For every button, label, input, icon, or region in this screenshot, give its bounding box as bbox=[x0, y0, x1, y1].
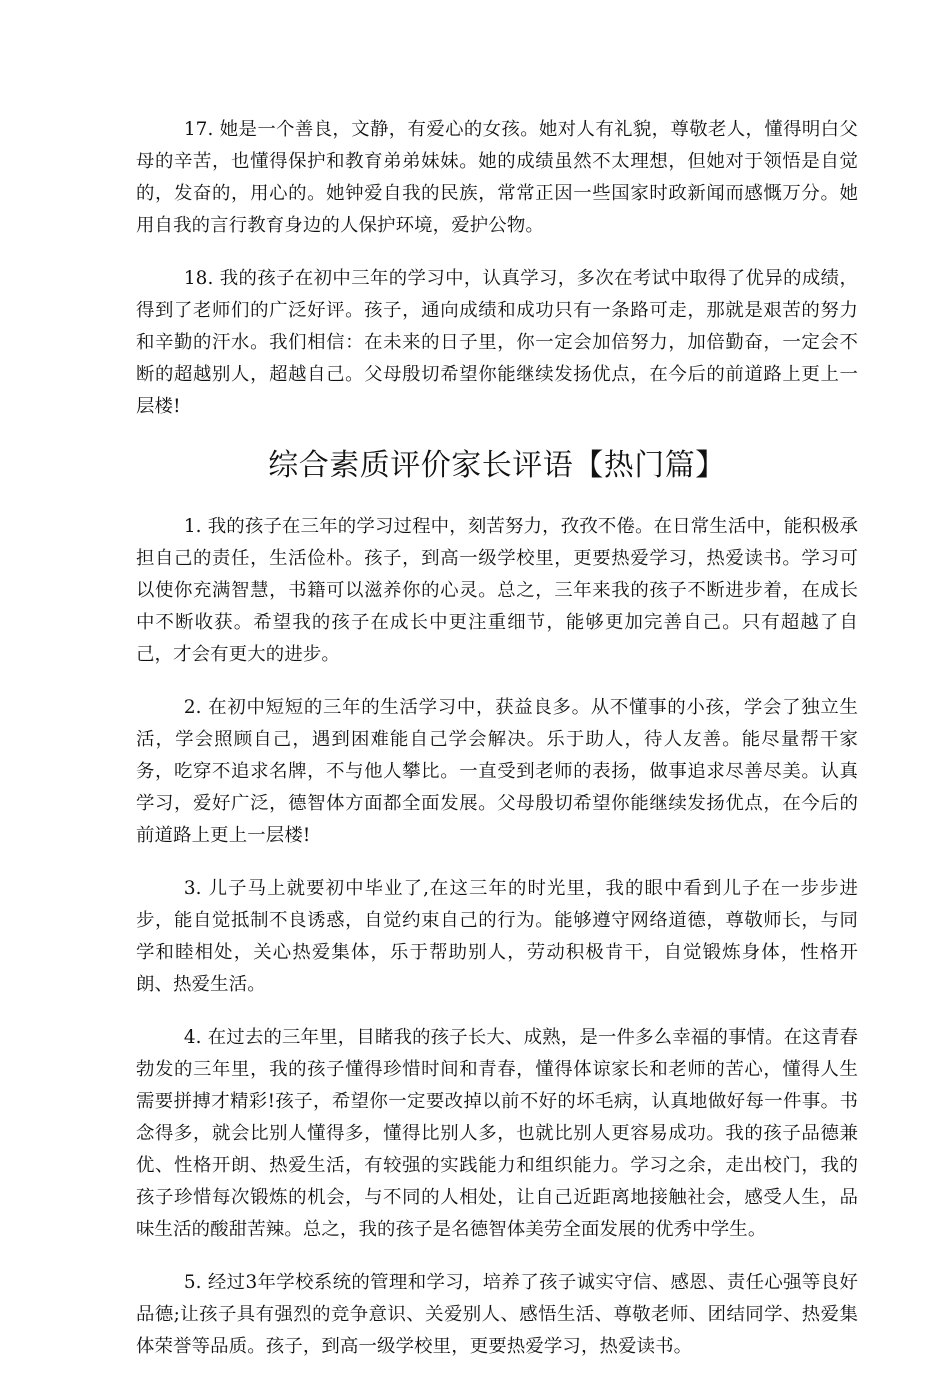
paragraph-5: 5. 经过3年学校系统的管理和学习，培养了孩子诚实守信、感恩、责任心强等良好品德;让孩子具有强烈的竞争意识、关爱别人、感悟生活、尊敬老师、团结同学、热爱集体荣誉等品质。孩子，到高一级学校里，更要热爱学习，热爱读书。 bbox=[136, 1272, 858, 1357]
document-body bbox=[136, 114, 858, 1384]
paragraph-17: 17. 她是一个善良，文静，有爱心的女孩。她对人有礼貌，尊敬老人，懂得明白父母的辛苦，也懂得保护和教育弟弟妹妹。她的成绩虽然不太理想，但她对于领悟是自觉的，发奋的，用心的。她钟爱自我的民族，常常正因一些国家时政新闻而感慨万分。她用自我的言行教育身边的人保护环境，爱护公物。 bbox=[136, 119, 858, 236]
paragraph-1: 1. 我的孩子在三年的学习过程中，刻苦努力，孜孜不倦。在日常生活中，能积极承担自己的责任，生活俭朴。孩子，到高一级学校里，更要热爱学习，热爱读书。学习可以使你充满智慧，书籍可以滋养你的心灵。总之，三年来我的孩子不断进步着，在成长中不断收获。希望我的孩子在成长中更注重细节，能够更加完善自己。只有超越了自己，才会有更大的进步。 bbox=[136, 516, 858, 665]
paragraph-18: 18. 我的孩子在初中三年的学习中，认真学习，多次在考试中取得了优异的成绩，得到了老师们的广泛好评。孩子，通向成绩和成功只有一条路可走，那就是艰苦的努力和辛勤的汗水。我们相信：在未来的日子里，你一定会加倍努力，加倍勤奋，一定会不断的超越别人，超越自己。父母殷切希望你能继续发扬优点，在今后的前道路上更上一层楼! bbox=[136, 268, 858, 417]
paragraph-4: 4. 在过去的三年里，目睹我的孩子长大、成熟，是一件多么幸福的事情。在这青春勃发的三年里，我的孩子懂得珍惜时间和青春，懂得体谅家长和老师的苦心，懂得人生需要拼搏才精彩!孩子，希望你一定要改掉以前不好的坏毛病，认真地做好每一件事。书念得多，就会比别人懂得多，懂得比别人多，也就比别人更容易成功。我的孩子品德兼优、性格开朗、热爱生活，有较强的实践能力和组织能力。学习之余，走出校门，我的孩子珍惜每次锻炼的机会，与不同的人相处，让自己近距离地接触社会，感受人生，品味生活的酸甜苦辣。总之，我的孩子是名德智体美劳全面发展的优秀中学生。 bbox=[136, 1027, 858, 1240]
section-title: 综合素质评价家长评语【热门篇】 bbox=[268, 448, 726, 483]
paragraph-3: 3. 儿子马上就要初中毕业了,在这三年的时光里，我的眼中看到儿子在一步步进步，能自觉抵制不良诱惑，自觉约束自己的行为。能够遵守网络道德，尊敬师长，与同学和睦相处，关心热爱集体，乐于帮助别人，劳动积极肯干，自觉锻炼身体，性格开朗、热爱生活。 bbox=[136, 878, 858, 995]
paragraph-2: 2. 在初中短短的三年的生活学习中，获益良多。从不懂事的小孩，学会了独立生活，学会照顾自己，遇到困难能自己学会解决。乐于助人，待人友善。能尽量帮干家务，吃穿不追求名牌，不与他人攀比。一直受到老师的表扬，做事追求尽善尽美。认真学习，爱好广泛，德智体方面都全面发展。父母殷切希望你能继续发扬优点，在今后的前道路上更上一层楼! bbox=[136, 697, 858, 846]
